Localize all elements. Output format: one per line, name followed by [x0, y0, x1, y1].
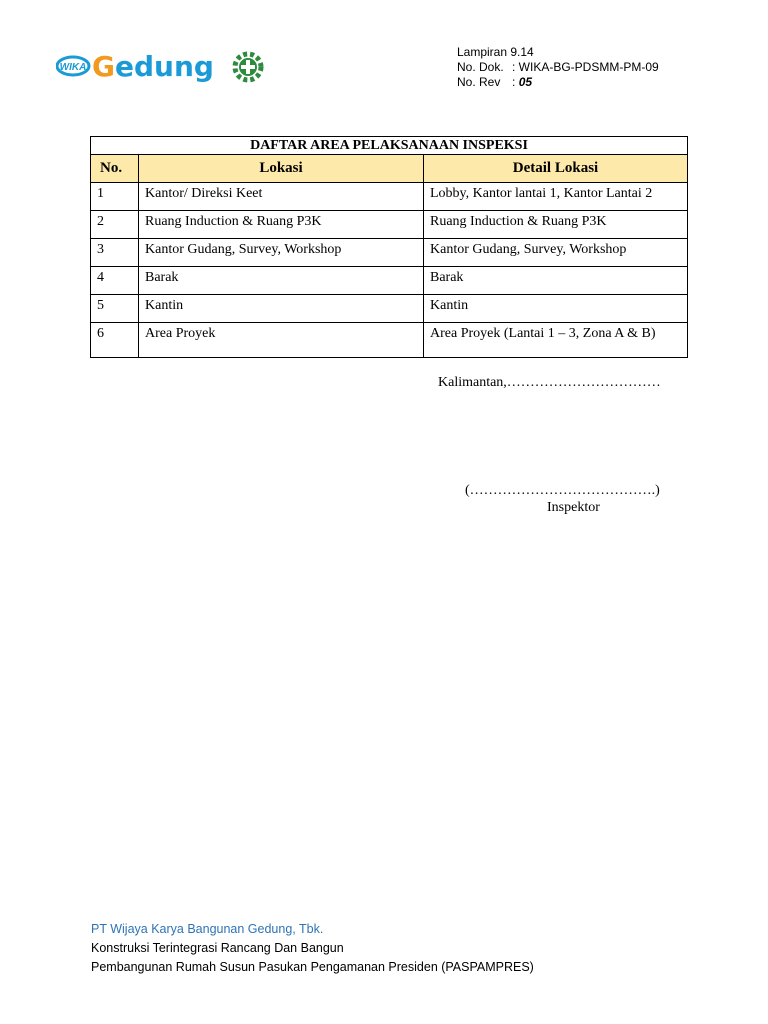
row-detail: Ruang Induction & Ruang P3K — [424, 211, 688, 239]
row-detail: Area Proyek (Lantai 1 – 3, Zona A & B) — [424, 323, 688, 358]
table-row — [91, 323, 688, 358]
column-header-detail: Detail Lokasi — [424, 155, 688, 183]
row-location: Kantor Gudang, Survey, Workshop — [139, 239, 424, 267]
table-row — [91, 239, 688, 267]
row-detail: Lobby, Kantor lantai 1, Kantor Lantai 2 — [424, 183, 688, 211]
document-meta — [457, 45, 659, 90]
rev-row — [457, 75, 659, 90]
svg-text:WIKA: WIKA — [59, 62, 87, 73]
doc-number-row — [457, 60, 659, 75]
row-detail: Kantin — [424, 295, 688, 323]
footer-line-1: Konstruksi Terintegrasi Rancang Dan Bangun — [91, 941, 344, 955]
footer-company: PT Wijaya Karya Bangunan Gedung, Tbk. — [91, 922, 324, 936]
row-location: Barak — [139, 267, 424, 295]
company-logo — [56, 48, 276, 86]
row-detail: Barak — [424, 267, 688, 295]
doc-number-label: No. Dok. — [457, 60, 504, 74]
rev-value: 05 — [518, 75, 533, 89]
row-number: 3 — [91, 239, 139, 267]
row-detail: Kantor Gudang, Survey, Workshop — [424, 239, 688, 267]
footer-line-2: Pembangunan Rumah Susun Pasukan Pengamanan Presiden (PASPAMPRES) — [91, 960, 534, 974]
inspection-area-table — [90, 136, 688, 358]
rev-label: No. Rev — [457, 75, 501, 89]
row-location: Ruang Induction & Ruang P3K — [139, 211, 424, 239]
column-header-lokasi: Lokasi — [139, 155, 424, 183]
table-row — [91, 211, 688, 239]
row-number: 2 — [91, 211, 139, 239]
table-row — [91, 267, 688, 295]
row-number: 5 — [91, 295, 139, 323]
rev-separator: : — [512, 75, 516, 89]
table-row — [91, 183, 688, 211]
row-number: 6 — [91, 323, 139, 358]
column-header-no: No. — [91, 155, 139, 183]
table-title: DAFTAR AREA PELAKSANAAN INSPEKSI — [91, 137, 688, 155]
footer — [91, 920, 534, 977]
row-location: Kantor/ Direksi Keet — [139, 183, 424, 211]
row-location: Kantin — [139, 295, 424, 323]
signature-role: Inspektor — [547, 500, 600, 515]
row-number: 4 — [91, 267, 139, 295]
place-date-line: Kalimantan,…………………………… — [438, 375, 661, 390]
svg-text:Gedung: Gedung — [92, 50, 214, 83]
table-row — [91, 295, 688, 323]
lampiran-label: Lampiran 9.14 — [457, 45, 534, 59]
doc-number-value: : WIKA-BG-PDSMM-PM-09 — [512, 60, 659, 74]
signature-blank: (………………………………….) — [465, 483, 660, 498]
row-location: Area Proyek — [139, 323, 424, 358]
row-number: 1 — [91, 183, 139, 211]
